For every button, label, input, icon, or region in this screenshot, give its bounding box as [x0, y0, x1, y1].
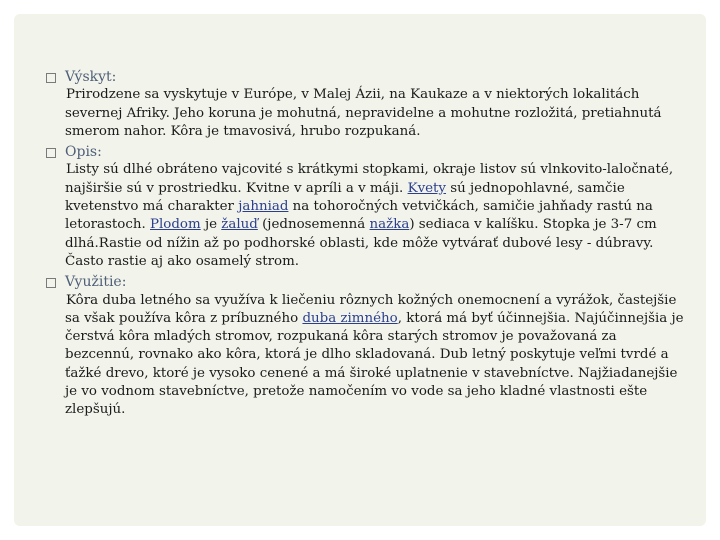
square-bullet-icon: [46, 73, 56, 83]
text-run: Listy sú dlhé obráteno vajcovité s krátkymi stopkami, okraje listov sú vlnkovito-laločnaté, najširšie sú v prostriedku. Kvitne v apríli a v máji.: [65, 162, 674, 196]
heading-label: Výskyt:: [65, 69, 117, 85]
heading-opis: [46, 143, 686, 161]
slide-content: [46, 66, 686, 420]
heading-vyskyt: [46, 68, 686, 86]
heading-label: Opis:: [65, 144, 102, 161]
text-run: , ktorá má byť účinnejšia. Najúčinnejšia je čerstvá kôra mladých stromov, rozpukaná kôra starých stromov je považovaná za bezcennú, rovnako ako kôra, ktorá je dlho skladovaná. Dub letný poskytuje veľmi tvrdé a ťažké drevo, ktoré je vysoko cenené a má široké uplatnenie v stavebníctve. Najžiadanejšie je vo vodnom stavebníctve, pretože namočením vo vode sa jeho kladné vlastnosti ešte zlepšujú.: [65, 310, 684, 418]
square-bullet-icon: [46, 148, 56, 158]
text-run: ) sediaca v kalíšku. Stopka je 3-7 cm dlhá.Rastie od nížin až po podhorské oblasti, kde môže vytvárať dubové lesy - dúbravy. Často rastie aj ako osamelý strom.: [65, 217, 657, 269]
text-run: sú jednopohlavné, samčie kvetenstvo má charakter: [65, 180, 625, 215]
text-run: Kôra duba letného sa využíva k liečeniu rôznych kožných onemocnení a vyrážok, častejšie sa však používa kôra z príbuzného: [65, 292, 677, 326]
link-jahniad[interactable]: jahniad: [238, 199, 289, 215]
paragraph-opis: [65, 161, 686, 271]
link-kvety[interactable]: Kvety: [407, 180, 447, 196]
square-bullet-icon: [46, 278, 56, 288]
paragraph-vyuzitie: [65, 292, 686, 420]
link-duba-zimneho[interactable]: duba zimného: [302, 310, 398, 326]
link-zalud[interactable]: žaluď: [221, 217, 258, 233]
text-run: na tohoročných vetvičkách, samičie jahňady rastú na letorastoch.: [65, 199, 653, 233]
paragraph-vyskyt: [65, 86, 686, 141]
text-run: je: [200, 217, 222, 233]
heading-vyuzitie: [46, 273, 686, 291]
heading-label: Využitie:: [65, 274, 127, 291]
link-nazka[interactable]: nažka: [369, 217, 410, 233]
text-run: (jednosemenná: [257, 217, 370, 233]
link-plodom[interactable]: Plodom: [150, 217, 201, 233]
paragraph-text: Prirodzene sa vyskytuje v Európe, v Malej Ázii, na Kaukaze a v niektorých lokalitách severnej Afriky. Jeho koruna je mohutná, nepravidelne a mohutne rozložitá, pretiahnutá smerom nahor. Kôra je tmavosivá, hrubo rozpukaná.: [65, 87, 662, 139]
